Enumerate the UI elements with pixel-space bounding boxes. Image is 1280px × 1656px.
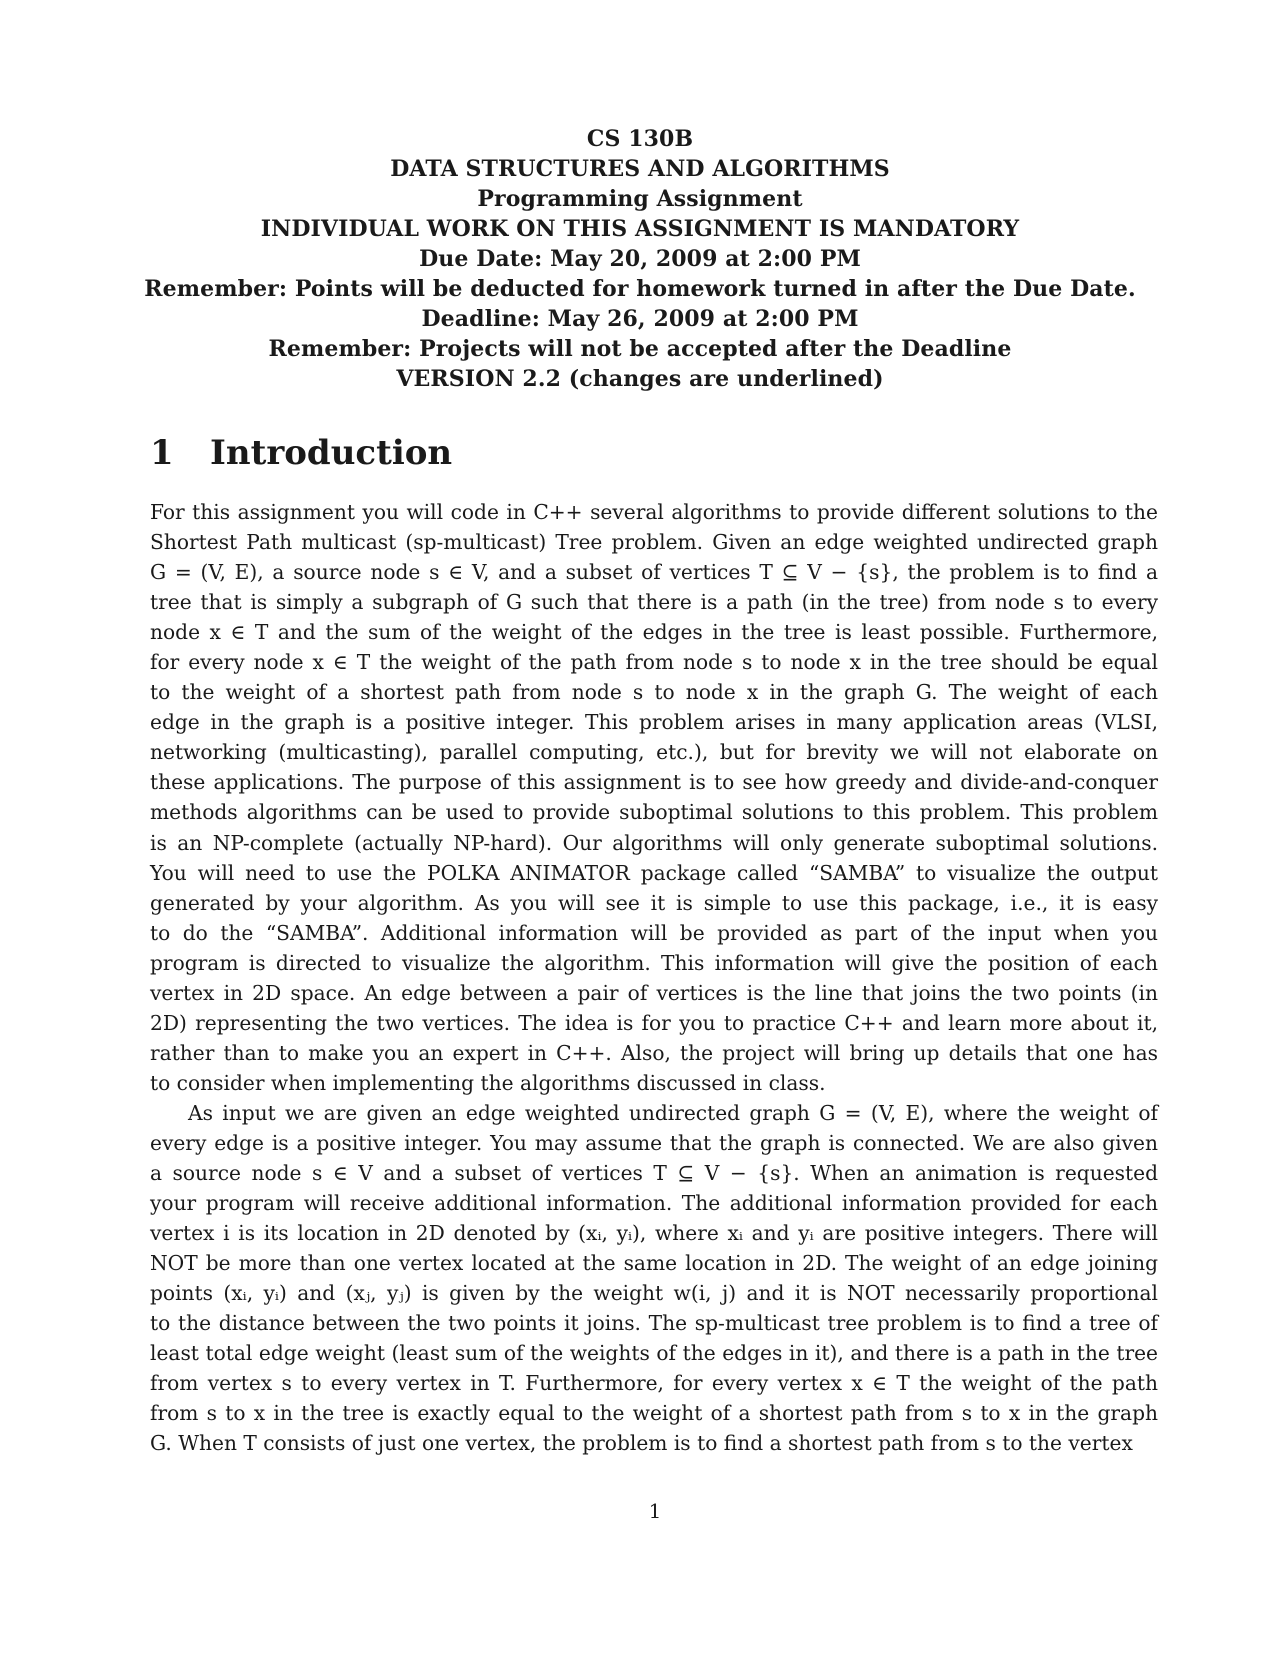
paragraph-line: G = (V, E), a source node s ∈ V, and a subset of vertices T ⊆ V − {s}, the problem is to find a xyxy=(150,560,1158,585)
paragraph-line: generated by your algorithm. As you will see it is simple to use this package, i.e., it is easy xyxy=(150,890,1158,915)
paragraph-line: for every node x ∈ T the weight of the path from node s to node x in the tree should be equal xyxy=(150,650,1158,675)
paragraph-line: every edge is a positive integer. You may assume that the graph is connected. We are also given xyxy=(150,1130,1158,1155)
section-title: Introduction xyxy=(210,433,453,473)
deadline: Deadline: May 26, 2009 at 2:00 PM xyxy=(421,306,859,332)
paragraph-line: to the weight of a shortest path from node s to node x in the graph G. The weight of each xyxy=(150,680,1158,705)
paragraph-line: For this assignment you will code in C++ several algorithms to provide different solutions to the xyxy=(150,500,1158,524)
paragraph-line: 2D) representing the two vertices. The idea is for you to practice C++ and learn more about it, xyxy=(150,1010,1158,1035)
paragraph-line: from vertex s to every vertex in T. Furthermore, for every vertex x ∈ T the weight of the path xyxy=(150,1371,1158,1396)
paragraph-line: points (xᵢ, yᵢ) and (xⱼ, yⱼ) is given by the weight w(i, j) and it is NOT necessarily proportional xyxy=(150,1281,1158,1306)
paragraph-line: to the distance between the two points it joins. The sp-multicast tree problem is to find a tree of xyxy=(150,1311,1158,1336)
paragraph-line: from s to x in the tree is exactly equal to the weight of a shortest path from s to x in the graph xyxy=(150,1401,1158,1426)
paragraph-line: vertex in 2D space. An edge between a pair of vertices is the line that joins the two points (in xyxy=(150,980,1158,1005)
paragraph-line: G. When T consists of just one vertex, the problem is to find a shortest path from s to the vertex xyxy=(150,1431,1133,1456)
paragraph-line: networking (multicasting), parallel computing, etc.), but for brevity we will not elaborate on xyxy=(150,740,1158,765)
course-code: CS 130B xyxy=(586,126,694,152)
paragraph-line: program is directed to visualize the algorithm. This information will give the position of each xyxy=(150,950,1158,975)
assignment-type: Programming Assignment xyxy=(477,186,803,212)
course-title: DATA STRUCTURES AND ALGORITHMS xyxy=(390,156,890,182)
paragraph-line: least total edge weight (least sum of the weights of the edges in it), and there is a path in the tree xyxy=(150,1341,1158,1366)
individual-work-notice: INDIVIDUAL WORK ON THIS ASSIGNMENT IS MANDATORY xyxy=(260,216,1020,242)
version-note: VERSION 2.2 (changes are underlined) xyxy=(396,366,884,392)
body-text xyxy=(150,497,1158,1459)
paragraph-line: Shortest Path multicast (sp-multicast) Tree problem. Given an edge weighted undirected graph xyxy=(150,530,1158,555)
late-penalty-reminder: Remember: Points will be deducted for homework turned in after the Due Date. xyxy=(144,276,1136,302)
due-date: Due Date: May 20, 2009 at 2:00 PM xyxy=(419,246,861,272)
paragraph-line: edge in the graph is a positive integer. This problem arises in many application areas (VLSI, xyxy=(150,710,1158,735)
section-heading xyxy=(150,430,452,476)
paragraph-line: node x ∈ T and the sum of the weight of the edges in the tree is least possible. Furthermore, xyxy=(150,620,1158,645)
paragraph xyxy=(150,1098,1158,1459)
paragraph-line: to do the “SAMBA”. Additional information will be provided as part of the input when you xyxy=(150,920,1158,945)
paragraph-line: to consider when implementing the algorithms discussed in class. xyxy=(150,1070,826,1095)
paragraph-line: NOT be more than one vertex located at the same location in 2D. The weight of an edge joining xyxy=(150,1251,1158,1276)
paragraph xyxy=(150,497,1158,1098)
paragraph-line: is an NP-complete (actually NP-hard). Our algorithms will only generate suboptimal solutions. xyxy=(150,830,1158,855)
section-number: 1 xyxy=(150,433,174,473)
paragraph-line: methods algorithms can be used to provide suboptimal solutions to this problem. This problem xyxy=(150,800,1158,825)
paragraph-line: You will need to use the POLKA ANIMATOR package called “SAMBA” to visualize the output xyxy=(150,860,1158,885)
paragraph-line: As input we are given an edge weighted undirected graph G = (V, E), where the weight of xyxy=(188,1100,1158,1125)
paragraph-line: tree that is simply a subgraph of G such that there is a path (in the tree) from node s to every xyxy=(150,590,1158,615)
paragraph-line: vertex i is its location in 2D denoted by (xᵢ, yᵢ), where xᵢ and yᵢ are positive integers. There will xyxy=(150,1221,1158,1246)
paragraph-line: rather than to make you an expert in C++. Also, the project will bring up details that one has xyxy=(150,1040,1158,1065)
paragraph-line: these applications. The purpose of this assignment is to see how greedy and divide-and-conquer xyxy=(150,770,1158,795)
assignment-header xyxy=(0,124,1280,394)
page-number: 1 xyxy=(648,1499,662,1523)
paragraph-line: your program will receive additional information. The additional information provided for each xyxy=(150,1191,1158,1216)
paragraph-line: a source node s ∈ V and a subset of vertices T ⊆ V − {s}. When an animation is requested xyxy=(150,1161,1158,1186)
deadline-reminder: Remember: Projects will not be accepted after the Deadline xyxy=(268,336,1012,362)
